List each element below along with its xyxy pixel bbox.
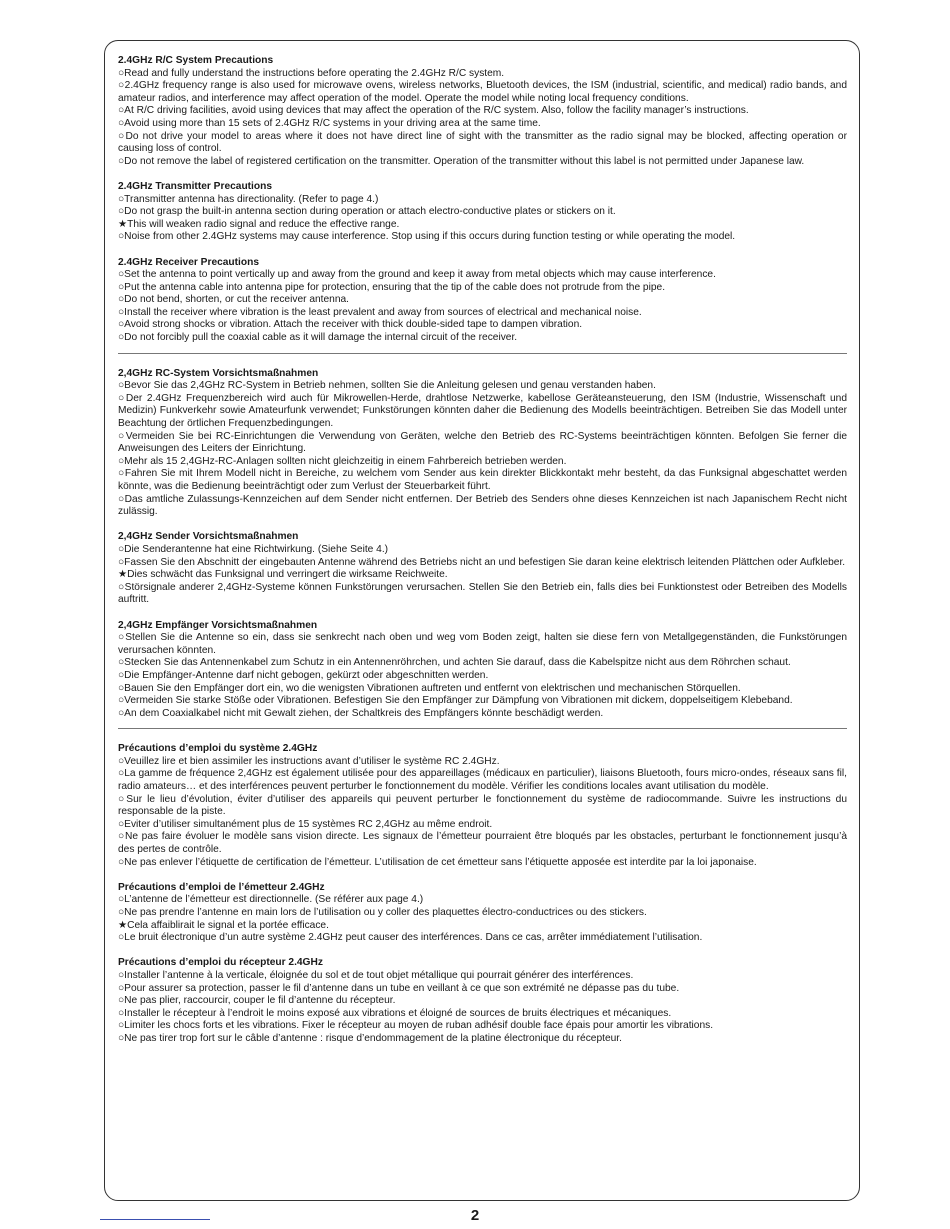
precaution-item: ○Do not remove the label of registered certification on the transmitter. Operation of the transmitter without this label is not permitted under Japanese law.: [118, 155, 805, 167]
language-divider: [118, 728, 847, 729]
section-heading: Précautions d’emploi de l’émetteur 2.4GHz: [118, 881, 325, 893]
section-heading: 2,4GHz Empfänger Vorsichtsmaßnahmen: [118, 619, 318, 631]
precaution-item: ○Stecken Sie das Antennenkabel zum Schutz in ein Antennenröhrchen, und achten Sie darauf, dass die Kabelspitze nicht aus dem Röhrchen schaut.: [118, 657, 791, 669]
precaution-item: ○Der 2.4GHz Frequenzbereich wird auch für Mikrowellen-Herde, drahtlose Netzwerke, kabellose Geräteansteuerung, den ISM (Industrie, Wissenschaft und Medizin) Funkverkehr sowie Amateurfunk verwendet; Funkstörungen könnten daher die Bedienung des Modells beeinträchtigen. Betreiben Sie das Modell unter Beachtung der örtlichen Frequenzbedingungen.: [118, 392, 847, 430]
precaution-item: ○Sur le lieu d’évolution, éviter d’utiliser des appareils qui peuvent perturber le fonctionnement du système de radiocommande. Suivre les instructions du responsable de la piste.: [118, 793, 847, 818]
precaution-item: ○Störsignale anderer 2,4GHz-Systeme können Funkstörungen verursachen. Stellen Sie den Betrieb ein, falls dies bei Funktionstest oder Betreiben des Modells auftritt.: [118, 581, 847, 606]
precaution-item: ○Set the antenna to point vertically up and away from the ground and keep it away from metal objects which may cause interference.: [118, 269, 716, 281]
precaution-item: ○Noise from other 2.4GHz systems may cause interference. Stop using if this occurs during function testing or while operating the model.: [118, 231, 736, 243]
precaution-item: ○Do not drive your model to areas where it does not have direct line of sight with the transmitter as the radio signal may be blocked, affecting operation or causing loss of control.: [118, 130, 847, 155]
precaution-item: ○La gamme de fréquence 2,4GHz est également utilisée pour des appareillages (médicaux en particulier), liaisons Bluetooth, fours micro-ondes, réseaux sans fil, radio amateurs… et des interférences peuvent perturber le fonctionnement du modèle. Vérifier les conditions locales avant utilisation du modèle.: [118, 768, 847, 793]
page-number: 2: [470, 1207, 480, 1224]
precaution-item: ○Ne pas faire évoluer le modèle sans vision directe. Les signaux de l’émetteur pourraient être bloqués par les obstacles, perturbant le fonctionnement jusqu’à des pertes de contrôle.: [118, 831, 847, 856]
section-gap: [118, 607, 847, 620]
precaution-item: ○Do not grasp the built-in antenna section during operation or attach electro-conductive plates or stickers on it.: [118, 206, 616, 218]
precaution-item: ○Vermeiden Sie bei RC-Einrichtungen die Verwendung von Geräten, welche den Betrieb des RC-Systems beeinträchtigen könnten. Befolgen Sie ferner die Anweisungen des Leiters der Einrichtung.: [118, 430, 847, 455]
precaution-item: ★This will weaken radio signal and reduce the effective range.: [118, 218, 400, 230]
precaution-item: ○At R/C driving facilities, avoid using devices that may affect the operation of the R/C system. Also, follow the facility manager’s instructions.: [118, 105, 749, 117]
precaution-item: ○Ne pas plier, raccourcir, couper le fil d’antenne du récepteur.: [118, 995, 396, 1007]
precaution-section: [118, 743, 847, 869]
precaution-section: [118, 531, 847, 607]
precaution-item: ○Put the antenna cable into antenna pipe for protection, ensuring that the tip of the cable does not protrude from the pipe.: [118, 281, 666, 293]
precaution-item: ○Ne pas enlever l’étiquette de certification de l’émetteur. L’utilisation de cet émetteur sans l’étiquette apposée est interdite par la loi japonaise.: [118, 856, 757, 868]
section-heading: 2.4GHz Receiver Precautions: [118, 256, 259, 268]
section-heading: 2,4GHz Sender Vorsichtsmaßnahmen: [118, 531, 299, 543]
language-divider: [118, 353, 847, 354]
precaution-item: ○Installer le récepteur à l’endroit le moins exposé aux vibrations et éloigné de sources de bruits électriques et mécaniques.: [118, 1007, 672, 1019]
precaution-section: [118, 181, 847, 244]
section-gap: [118, 168, 847, 181]
section-gap: [118, 945, 847, 958]
precaution-item: ★Cela affaiblirait le signal et la portée efficace.: [118, 919, 329, 931]
section-heading: 2.4GHz R/C System Precautions: [118, 55, 274, 66]
section-gap: [118, 869, 847, 882]
precaution-section: [118, 957, 847, 1045]
precaution-item: ○Do not bend, shorten, or cut the receiver antenna.: [118, 294, 349, 306]
precaution-section: [118, 620, 847, 721]
precaution-section: [118, 257, 847, 345]
precaution-item: ○Avoid using more than 15 sets of 2.4GHz R/C systems in your driving area at the same time.: [118, 117, 541, 129]
precaution-section: [118, 55, 847, 168]
section-gap: [118, 244, 847, 257]
precaution-item: ○Die Senderantenne hat eine Richtwirkung. (Siehe Seite 4.): [118, 543, 389, 555]
language-block-en: [118, 55, 847, 345]
precaution-item: ○Le bruit électronique d’un autre système 2.4GHz peut causer des interférences. Dans ce cas, arrêter immédiatement l’utilisation.: [118, 932, 703, 944]
precaution-item: ○Fahren Sie mit Ihrem Modell nicht in Bereiche, zu welchem vom Sender aus kein direkter Blickkontakt mehr besteht, da das Funksignal abgeschattet werden könnte, was die Bedienung beeinträchtigt oder zum Verlust der Steuerbarkeit führt.: [118, 468, 847, 492]
section-heading: 2,4GHz RC-System Vorsichtsmaßnahmen: [118, 367, 319, 379]
section-gap: [118, 519, 847, 532]
footer-line: [100, 1219, 210, 1220]
precaution-item: ○Eviter d’utiliser simultanément plus de 15 systèmes RC 2,4GHz au même endroit.: [118, 818, 493, 830]
precaution-item: ○Bevor Sie das 2,4GHz RC-System in Betrieb nehmen, sollten Sie die Anleitung gelesen und genau verstanden haben.: [118, 380, 656, 392]
precaution-item: ○Veuillez lire et bien assimiler les instructions avant d’utiliser le système RC 2.4GHz.: [118, 755, 500, 767]
language-block-fr: [118, 743, 847, 1045]
precaution-item: ○Stellen Sie die Antenne so ein, dass sie senkrecht nach oben und weg vom Boden zeigt, halten sie diese fern von Metallgegenständen, die Funkstörungen verursachen könnten.: [118, 632, 847, 656]
precaution-item: ○Fassen Sie den Abschnitt der eingebauten Antenne während des Betriebs nicht an und befestigen Sie daran keine elektrisch leitenden Plättchen oder Aufkleber.: [118, 556, 846, 568]
precaution-item: ○Bauen Sie den Empfänger dort ein, wo die wenigsten Vibrationen auftreten und entfernt von elektrischen und mechanischen Störquellen.: [118, 682, 741, 694]
precaution-item: ○Installer l’antenne à la verticale, éloignée du sol et de tout objet métallique qui pourrait générer des interférences.: [118, 969, 634, 981]
precaution-item: ○Vermeiden Sie starke Stöße oder Vibrationen. Befestigen Sie den Empfänger zur Dämpfung von Vibrationen mit dickem, doppelseitigem Klebeband.: [118, 695, 793, 707]
precaution-item: ○Die Empfänger-Antenne darf nicht gebogen, gekürzt oder abgeschnitten werden.: [118, 669, 489, 681]
precaution-item: ○2.4GHz frequency range is also used for microwave ovens, wireless networks, Bluetooth devices, the ISM (industrial, scientific, and medical) radio bands, and amateur radios, and interference may affect operation of the model. Operate the model while noting local frequency conditions.: [118, 80, 847, 104]
precaution-item: ★Dies schwächt das Funksignal und verringert die wirksame Reichweite.: [118, 569, 448, 581]
section-heading: Précautions d’emploi du système 2.4GHz: [118, 743, 318, 755]
precaution-item: ○Transmitter antenna has directionality. (Refer to page 4.): [118, 193, 379, 205]
precaution-item: ○Avoid strong shocks or vibration. Attach the receiver with thick double-sided tape to dampen vibration.: [118, 319, 583, 331]
precaution-section: [118, 368, 847, 519]
precaution-item: ○Install the receiver where vibration is the least prevalent and away from sources of electrical and mechanical noise.: [118, 306, 642, 318]
precaution-item: ○Das amtliche Zulassungs-Kennzeichen auf dem Sender nicht entfernen. Der Betrieb des Senders ohne dieses Kennzeichen ist nach Japanischem Recht nicht zulässig.: [118, 493, 847, 518]
precaution-item: ○Pour assurer sa protection, passer le fil d’antenne dans un tube en veillant à ce que son extrémité ne dépasse pas du tube.: [118, 982, 680, 994]
precautions-frame: [104, 40, 860, 1201]
precaution-section: [118, 882, 847, 945]
precaution-item: ○Mehr als 15 2,4GHz-RC-Anlagen sollten nicht gleichzeitig in einem Fahrbereich betrieben werden.: [118, 455, 567, 467]
precaution-item: ○Ne pas tirer trop fort sur le câble d’antenne : risque d’endommagement de la platine électronique du récepteur.: [118, 1032, 622, 1044]
language-block-de: [118, 368, 847, 721]
precaution-item: ○L’antenne de l’émetteur est directionnelle. (Se référer aux page 4.): [118, 894, 424, 906]
section-heading: 2.4GHz Transmitter Precautions: [118, 180, 272, 192]
precaution-item: ○Limiter les chocs forts et les vibrations. Fixer le récepteur au moyen de ruban adhésif double face épais pour amortir les vibrations.: [118, 1020, 714, 1032]
precaution-item: ○Read and fully understand the instructions before operating the 2.4GHz R/C system.: [118, 67, 505, 79]
precaution-item: ○Do not forcibly pull the coaxial cable as it will damage the internal circuit of the receiver.: [118, 332, 518, 344]
section-heading: Précautions d’emploi du récepteur 2.4GHz: [118, 957, 323, 969]
precaution-item: ○Ne pas prendre l’antenne en main lors de l’utilisation ou y coller des plaquettes électro-conductrices ou des stickers.: [118, 907, 647, 918]
precaution-item: ○An dem Coaxialkabel nicht mit Gewalt ziehen, der Schaltkreis des Empfängers könnte beschädigt werden.: [118, 707, 604, 719]
